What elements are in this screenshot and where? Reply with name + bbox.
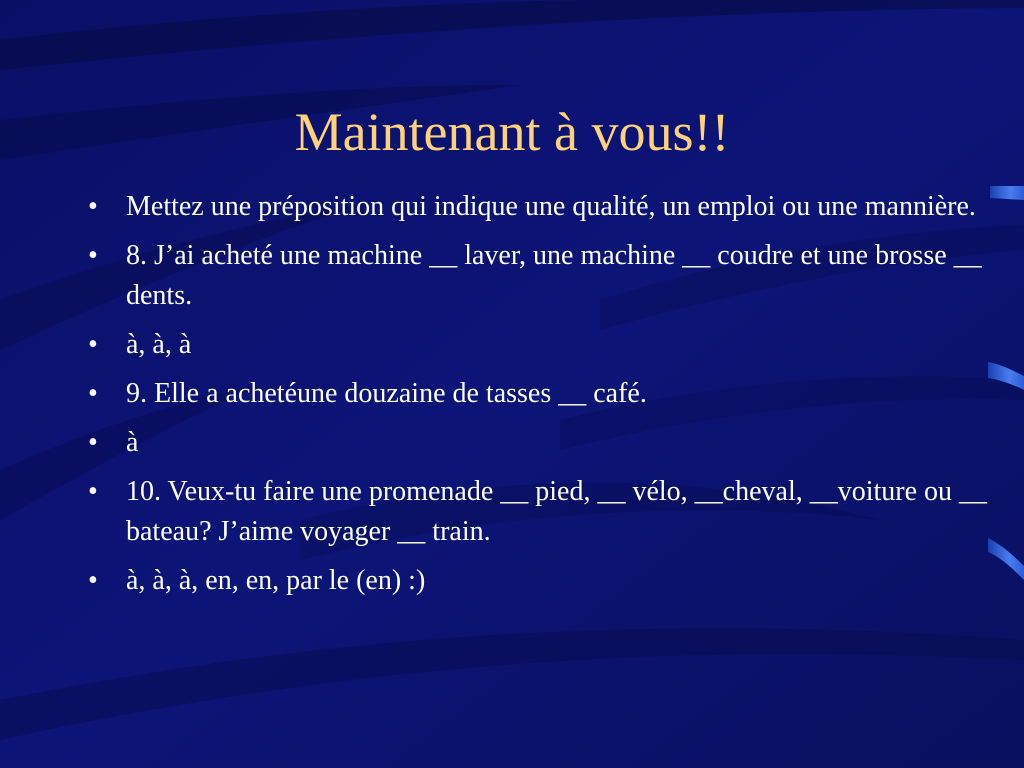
bullet-text: 8. J’ai acheté une machine __ laver, une machine __ coudre et une brosse __ dents. (126, 240, 982, 311)
bullet-dot: • (88, 565, 98, 596)
bullet-dot: • (88, 427, 98, 458)
slide-title: Maintenant à vous!! (294, 102, 730, 162)
bullet-dot: • (88, 476, 98, 507)
bullet-list (88, 187, 998, 610)
bullet-dot: • (88, 329, 98, 360)
bullet-dot: • (88, 191, 98, 222)
bullet-text: 10. Veux-tu faire une promenade __ pied, __ vélo, __cheval, __voiture ou __ bateau? J’aime voyager __ train. (126, 476, 988, 547)
bullet-dot: • (88, 378, 98, 409)
bullet-item-question-10 (88, 472, 998, 552)
bullet-text: à (126, 427, 139, 458)
bullet-dot: • (88, 240, 98, 271)
bullet-text: 9. Elle a achetéune douzaine de tasses __ café. (126, 378, 647, 409)
bullet-item-answer-8 (88, 325, 998, 365)
bullet-text: à, à, à (126, 329, 192, 360)
bullet-item-answer-10 (88, 561, 998, 601)
bullet-text: Mettez une préposition qui indique une qualité, un emploi ou une mannière. (126, 191, 976, 222)
bullet-item-question-8 (88, 236, 998, 316)
bullet-item-question-9 (88, 374, 998, 414)
bullet-item-answer-9 (88, 423, 998, 463)
bullet-item-instruction (88, 187, 998, 227)
bullet-text: à, à, à, en, en, par le (en) :) (126, 565, 426, 596)
